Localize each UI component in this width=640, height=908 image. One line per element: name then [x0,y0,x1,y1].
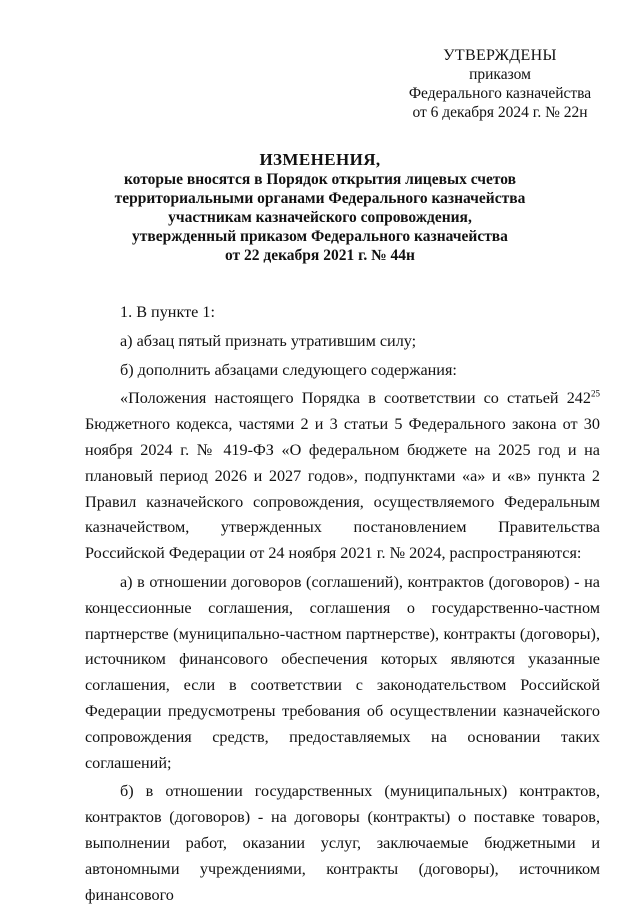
approval-stamp [400,46,600,122]
title-line: участникам казначейского сопровождения, [168,209,472,226]
paragraph: 1. В пункте 1: [120,303,215,321]
approval-line: от 6 декабря 2024 г. № 22н [412,104,588,121]
superscript: 25 [591,389,600,399]
paragraph [85,386,600,567]
paragraph: б) в отношении государственных (муниципальных) контрактов, контрактов (договоров) - на договоры (контракты) о поставке товаров, выполнении работ, оказании услуг, заключаемые бюджетными и автономными учреждениями, контракты (договоры), источником финансового [85,782,600,904]
paragraph-text: Бюджетного кодекса, частями 2 и 3 статьи 5 Федерального закона от 30 ноября 2024 г. № 419-ФЗ «О федеральном бюджете на 2025 год и на плановый период 2026 и 2027 годов», подпунктами «а» и «в» пункта 2 Правил казначейского сопровождения, осуществляемого Федеральным казначейством, утвержденных постановлением Правительства Российской Федерации от 24 ноября 2021 г. № 2024, распространяются: [85,415,600,563]
title-line: от 22 декабря 2021 г. № 44н [224,247,415,264]
paragraph: б) дополнить абзацами следующего содержания: [120,360,457,379]
paragraph: а) в отношении договоров (соглашений), контрактов (договоров) - на концессионные соглашения, соглашения о государственно-частном партнерстве (муниципально-частном партнерстве), контракты (договоры), источником финансового обеспечения которых являются указанные соглашения, если в соответствии с законодательством Российской Федерации предусмотрены требования об осуществлении казначейского сопровождения средств, предоставляемых на основании таких соглашений; [85,572,600,772]
document-title [80,150,560,265]
document-body [85,300,600,908]
title-line: которые вносятся в Порядок открытия лицевых счетов [123,171,517,188]
paragraph-text: «Положения настоящего Порядка в соответствии со статьей 242 [120,389,591,408]
title-line: территориальными органами Федерального казначейства [114,190,526,207]
approval-line: приказом [469,66,531,83]
paragraph: а) абзац пятый признать утратившим силу; [120,331,417,350]
title-line: утвержденный приказом Федерального казначейства [132,228,508,245]
approval-heading: УТВЕРЖДЕНЫ [443,47,557,64]
title-main: ИЗМЕНЕНИЯ, [259,150,381,169]
approval-line: Федерального казначейства [408,85,592,102]
